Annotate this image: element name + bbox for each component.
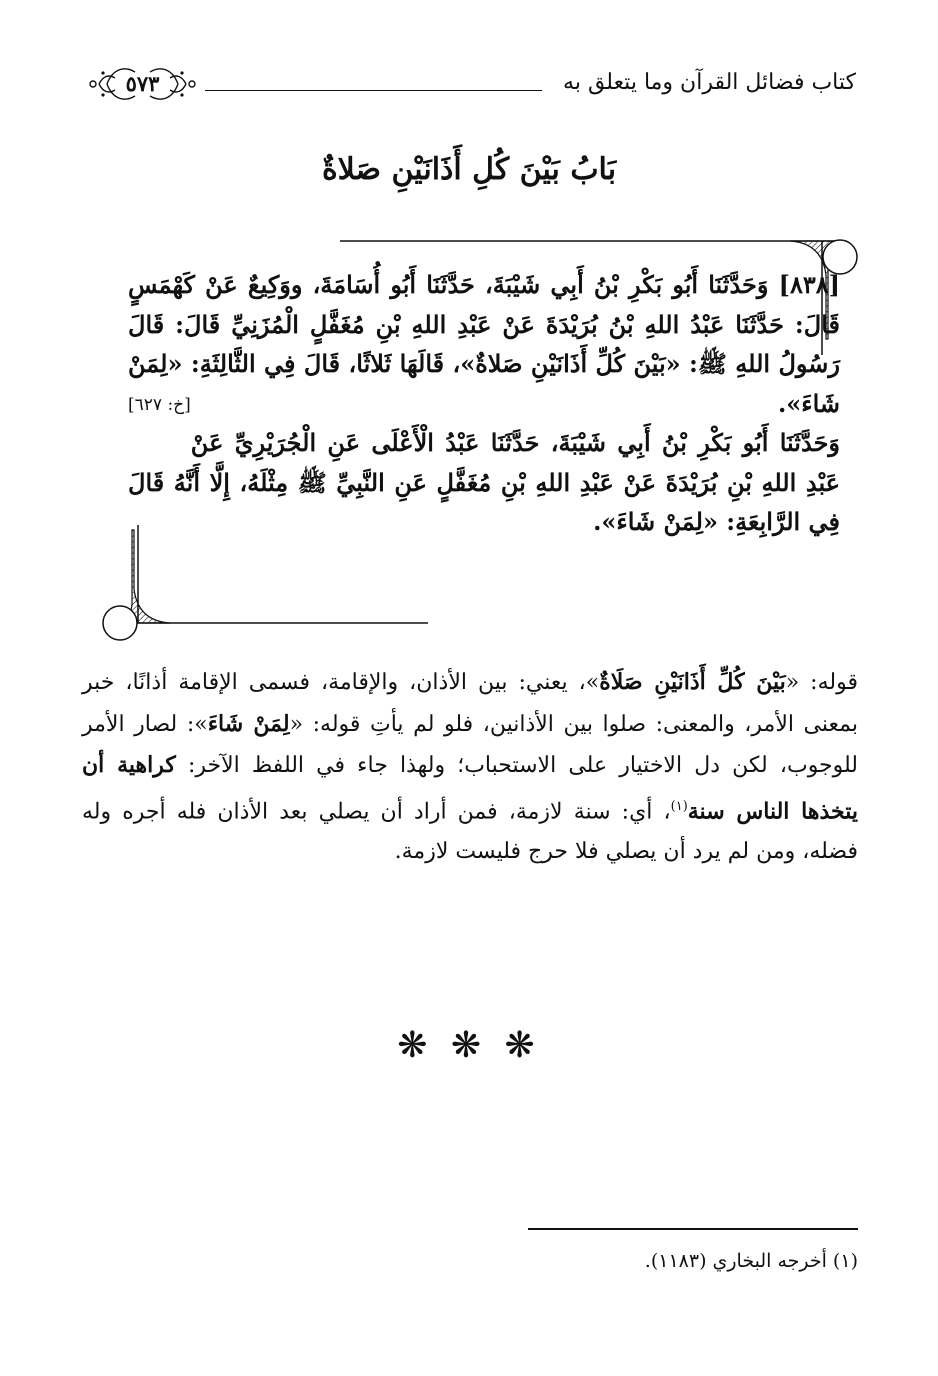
- commentary-quote: كراهية أن يتخذها الناس سنة: [82, 752, 858, 824]
- commentary-text: ، أي: سنة لازمة، فمن أراد أن يصلي بعد الأذان فله أجره وله فضله، ومن لم يرد أن يصلي فلا حرج فليست لازمة.: [82, 798, 858, 865]
- commentary-text: »: لصار الأمر للوجوب، لكن دل الاختيار على الاستحباب؛ ولهذا جاء في اللفظ الآخر:: [82, 711, 859, 778]
- footnote-rule: [528, 1228, 858, 1230]
- footnote-marker: (١): [670, 798, 688, 814]
- commentary-quote: لِمَنْ شَاءَ: [207, 710, 290, 737]
- commentary: [82, 662, 858, 873]
- hadith-reference: [خ: ٦٢٧]: [128, 394, 191, 415]
- commentary-text: قوله: «: [785, 670, 858, 695]
- header-rule: [205, 90, 542, 91]
- hadith-text: [128, 265, 840, 542]
- footnote: (١) أخرجه البخاري (١١٨٣).: [644, 1250, 858, 1272]
- page-number: ٥٧٣: [125, 71, 160, 96]
- commentary-text: »، يعني: بين الأذان، والإقامة، فسمى الإقامة أذانًا، خبر بمعنى الأمر، والمعنى: صلوا بين الأذانين، فلو لم يأتِ قوله: «: [82, 670, 858, 737]
- commentary-quote: بَيْنَ كُلِّ أَذَانَيْنِ صَلَاةٌ: [599, 669, 786, 695]
- running-head: [85, 60, 856, 110]
- chapter-title: بَابُ بَيْنَ كُلِ أَذَانَيْنِ صَلاةٌ: [321, 152, 617, 187]
- hadith-paragraph-1: [٨٣٨] وَحَدَّثَنَا أَبُو بَكْرِ بْنُ أَبِي شَيْبَةَ، حَدَّثَنَا أَبُو أُسَامَةَ، ووَكِيعٌ عَنْ كَهْمَسٍ قَالَ: حَدَّثَنَا عَبْدُ اللهِ بْنُ بُرَيْدَةَ عَنْ عَبْدِ اللهِ بْنِ مُغَفَّلٍ الْمُزَنِيِّ قَالَ: قَالَ رَسُولُ اللهِ ﷺ: «بَيْنَ كُلِّ أَذَانَيْنِ صَلاةٌ»، قَالَهَا ثَلاثًا، قَالَ فِي الثَّالِثَةِ: «لِمَنْ شَاءَ».: [128, 270, 841, 418]
- hadith-paragraph: وَحَدَّثَنَا أَبُو بَكْرِ بْنُ أَبِي شَيْبَةَ، حَدَّثَنَا عَبْدُ الْأَعْلَى عَنِ الْجُرَيْرِيِّ عَنْ عَبْدِ اللهِ بْنِ بُرَيْدَةَ عَنْ عَبْدِ اللهِ بْنِ مُغَفَّلٍ عَنِ النَّبِيِّ ﷺ مِثْلَهُ، إِلَّا أَنَّهُ قَالَ فِي الرَّابِعَةِ: «لِمَنْ شَاءَ».: [128, 428, 841, 536]
- book-title: كتاب فضائل القرآن وما يتعلق به: [563, 70, 856, 95]
- hadith-paragraph: [128, 265, 840, 423]
- page-number-badge: [85, 62, 200, 106]
- section-divider-ornament: ❋ ❋ ❋: [397, 1025, 541, 1066]
